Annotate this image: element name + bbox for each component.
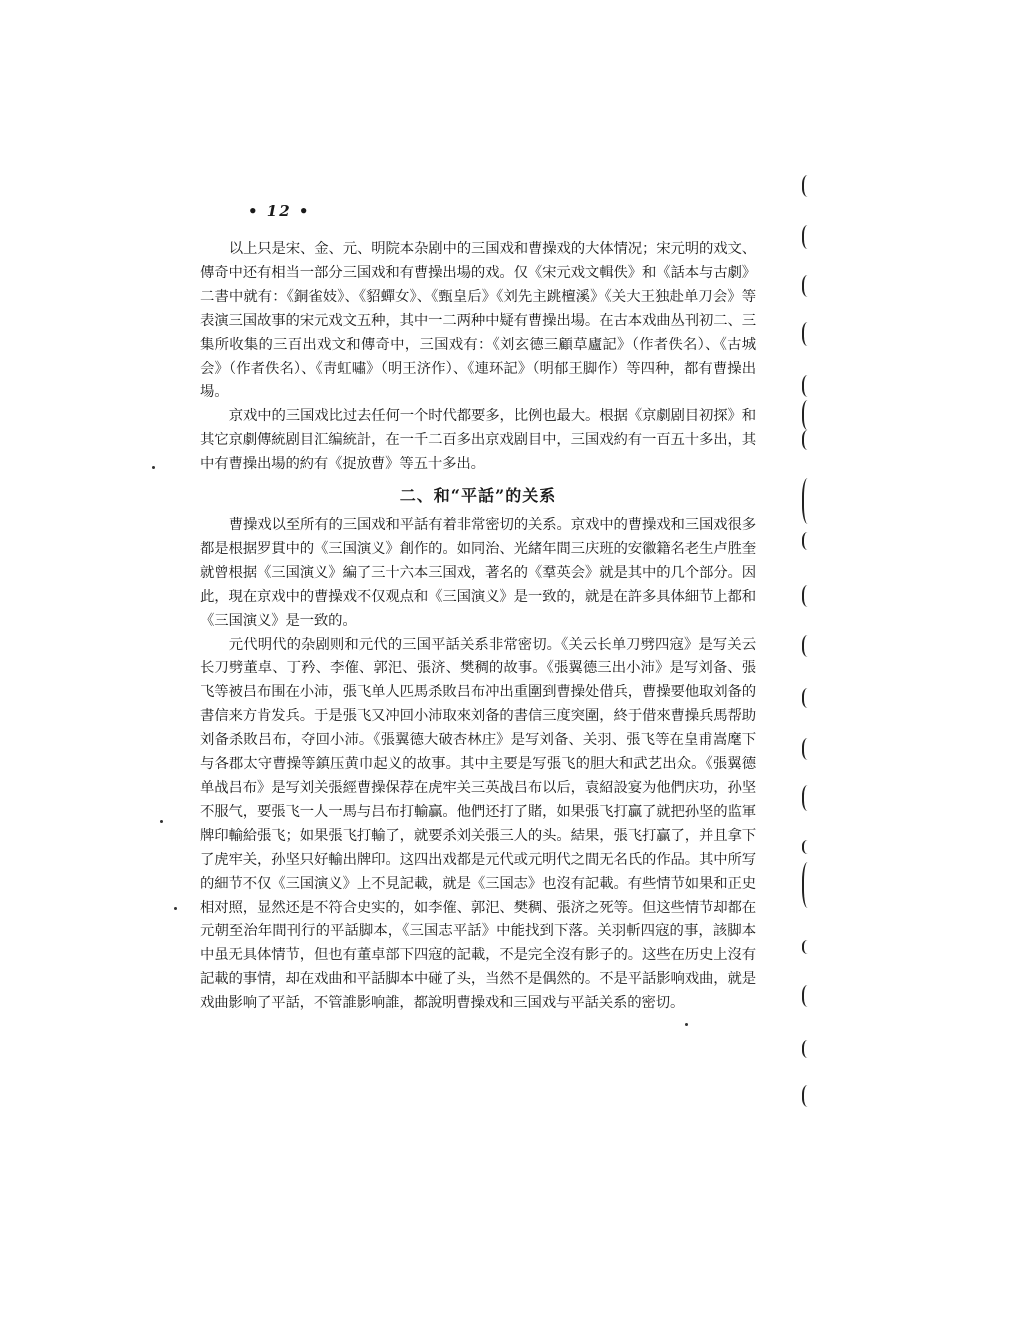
binding-mark: [802, 738, 816, 760]
binding-mark: [802, 940, 816, 954]
page-number: • 12 •: [248, 202, 311, 220]
binding-mark: [802, 322, 816, 346]
binding-mark: [802, 840, 816, 854]
paragraph: 京戏中的三国戏比过去任何一个时代都要多，比例也最大。根据《京劇剧目初探》和其它京劇傳統剧目汇编統計，在一千二百多出京戏剧目中，三国戏約有一百五十多出，其中有曹操出場的約有《捉放曹》等五十多出。: [200, 408, 756, 473]
binding-mark: [802, 585, 816, 607]
binding-mark: [802, 862, 816, 908]
binding-mark: [802, 785, 816, 811]
paragraph: 以上只是宋、金、元、明院本杂剧中的三国戏和曹操戏的大体情况；宋元明的戏文、傳奇中还有相当一部分三国戏和有曹操出場的戏。仅《宋元戏文輯佚》和《話本与古劇》二書中就有：《銅雀妓》、《貂蟬女》、《甄皇后》《刘先主跳檀溪》《关大王独赴单刀会》等表演三国故事的宋元戏文五种，其中一二两种中疑有曹操出場。在古本戏曲丛刊初二、三集所收集的三百出戏文和傳奇中，三国戏有：《刘玄德三顧草廬記》（作者佚名）、《古城会》（作者佚名）、《靑虹嘯》（明王济作）、《連环記》（明郁王脚作）等四种，都有曹操出場。: [200, 241, 756, 401]
binding-mark: [802, 1085, 816, 1107]
section-heading: 二、和“平話”的关系: [399, 486, 557, 505]
binding-mark: [802, 430, 816, 450]
scan-speck: [160, 820, 163, 823]
binding-mark: [802, 688, 816, 708]
binding-mark: [802, 275, 816, 297]
paragraph: 曹操戏以至所有的三国戏和平話有着非常密切的关系。京戏中的曹操戏和三国戏很多都是根据罗貫中的《三国演义》創作的。如同治、光緒年間三庆班的安徽籍名老生卢胜奎就曾根据《三国演义》編了三十六本三国戏，著名的《羣英会》就是其中的几个部分。因此，現在京戏中的曹操戏不仅观点和《三国演义》是一致的，就是在許多具体細节上都和《三国演义》是一致的。: [200, 517, 756, 629]
binding-mark: [802, 635, 816, 657]
binding-mark: [802, 1040, 816, 1058]
body-text-before: [200, 238, 756, 477]
body-text-after: [200, 514, 756, 1016]
binding-mark: [802, 375, 816, 397]
binding-mark: [802, 175, 816, 197]
scan-speck: [685, 1023, 688, 1026]
binding-mark: [802, 400, 816, 430]
binding-mark: [802, 532, 816, 550]
scan-speck: [174, 907, 177, 910]
binding-mark: [802, 985, 816, 1007]
scan-speck: [152, 466, 155, 469]
binding-mark: [802, 225, 816, 249]
paragraph: 元代明代的杂剧则和元代的三国平話关系非常密切。《关云长单刀劈四寇》是写关云长刀劈董卓、丁矜、李傕、郭汜、張济、樊稠的故事。《張翼德三出小沛》是写刘备、張飞等被吕布围在小沛，張飞单人匹馬杀敗吕布冲出重圍到曹操处借兵，曹操要他取刘备的書信来方肯发兵。于是張飞又冲回小沛取來刘备的書信三度突圍，終于借來曹操兵馬帮助刘备杀敗吕布，夺回小沛。《張翼德大破杏林庄》是写刘备、关羽、張飞等在皇甫嵩麾下与各郡太守曹操等鎮压黄巾起义的故事。其中主要是写張飞的胆大和武艺出众。《張翼德单战吕布》是写刘关張經曹操保荐在虎牢关三英战吕布以后，袁紹設宴为他們庆功，孙坚不服气，要張飞一人一馬与吕布打輸贏。他們还打了賭，如果張飞打贏了就把孙坚的监軍牌印輸給張飞；如果張飞打輸了，就要杀刘关張三人的头。結果，張飞打贏了，并且拿下了虎牢关，孙坚只好輸出牌印。这四出戏都是元代或元明代之間无名氏的作品。其中所写的細节不仅《三国演义》上不見記載，就是《三国志》也沒有記載。有些情节如果和正史相对照，显然还是不符合史实的，如李傕、郭汜、樊稠、張济之死等。但这些情节却都在元朝至治年間刊行的平話脚本，《三国志平話》中能找到下落。关羽斬四寇的事，該脚本中虽无具体情节，但也有董卓部下四寇的記載，不是完全沒有影子的。这些在历史上沒有記載的事情，却在戏曲和平話脚本中碰了头，当然不是偶然的。不是平話影响戏曲，就是戏曲影响了平話，不管誰影响誰，都說明曹操戏和三国戏与平話关系的密切。: [200, 636, 756, 1012]
binding-mark: [802, 478, 816, 524]
